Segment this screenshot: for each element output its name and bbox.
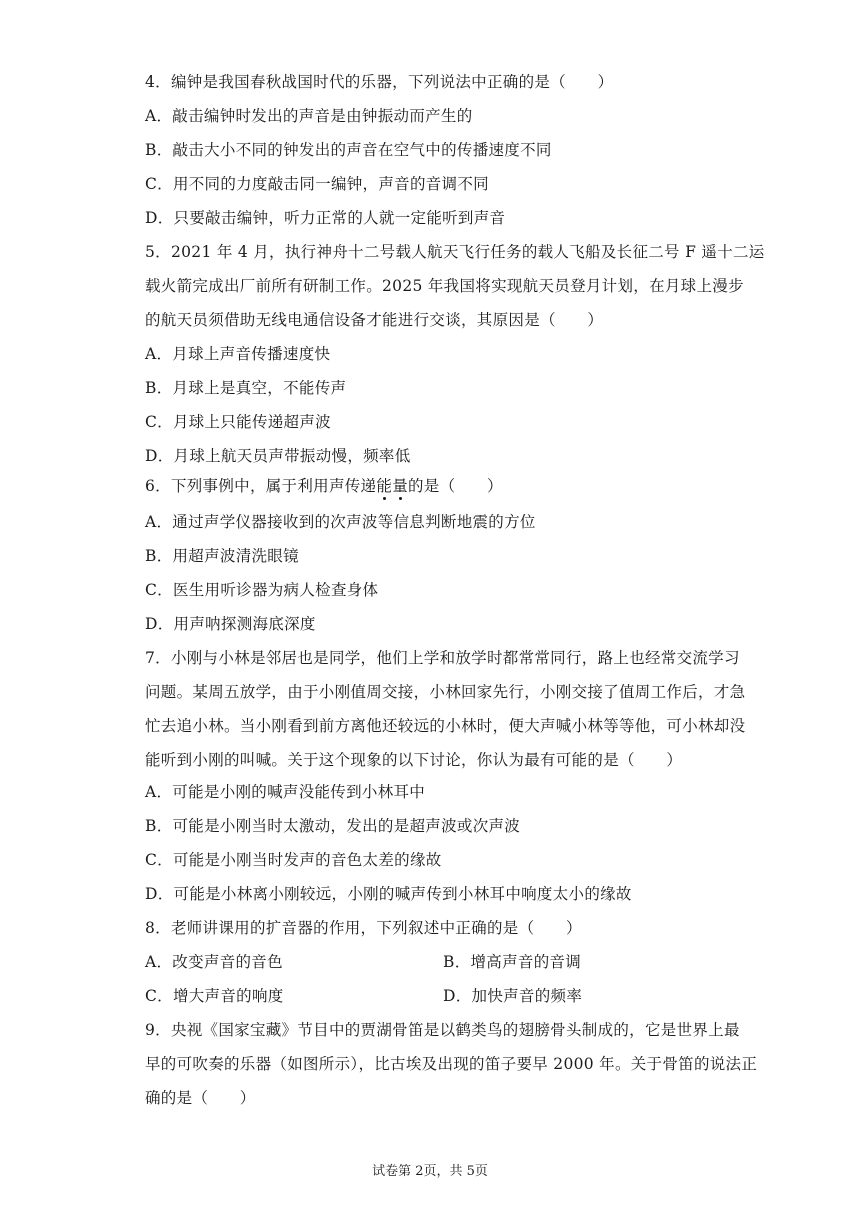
question-4-option-a: A．敲击编钟时发出的声音是由钟振动而产生的 — [145, 107, 473, 125]
emphasis-char-1: 能 — [376, 477, 393, 495]
question-9-stem-line-3: 确的是（ ） — [145, 1089, 256, 1107]
question-6-option-c: C．医生用听诊器为病人检查身体 — [145, 581, 379, 599]
question-8-stem: 8．老师讲课用的扩音器的作用，下列叙述中正确的是（ ） — [145, 919, 582, 937]
question-4-stem: 4．编钟是我国春秋战国时代的乐器，下列说法中正确的是（ ） — [145, 73, 614, 91]
question-7-stem-line-1: 7．小刚与小林是邻居也是同学，他们上学和放学时都常常同行，路上也经常交流学习 — [145, 649, 740, 667]
question-7-option-d: D．可能是小林离小刚较远，小刚的喊声传到小林耳中响度太小的缘故 — [145, 885, 632, 903]
page-footer: 试卷第 2页，共 5页 — [372, 1164, 488, 1179]
question-6-option-a: A．通过声学仪器接收到的次声波等信息判断地震的方位 — [145, 513, 536, 531]
question-7-stem-line-3: 忙去追小林。当小刚看到前方离他还较远的小林时，便大声喊小林等等他，可小林却没 — [145, 717, 746, 735]
question-4-option-d: D．只要敲击编钟，听力正常的人就一定能听到声音 — [145, 209, 506, 227]
question-6-stem-suffix: 的是（ ） — [408, 477, 503, 495]
question-6-stem-prefix: 6．下列事例中，属于利用声传递 — [145, 477, 377, 495]
question-5-stem-line-1: 5．2021 年 4 月，执行神舟十二号载人航天飞行任务的载人飞船及长征二号 F 遥十二运 — [145, 243, 765, 261]
question-5-option-d: D．月球上航天员声带振动慢，频率低 — [145, 447, 411, 465]
question-5-stem-line-3: 的航天员须借助无线电通信设备才能进行交谈，其原因是（ ） — [145, 311, 604, 329]
question-7-option-b: B．可能是小刚当时太激动，发出的是超声波或次声波 — [145, 817, 521, 835]
question-8-option-a: A．改变声音的音色 — [145, 953, 283, 971]
question-7-option-a: A．可能是小刚的喊声没能传到小林耳中 — [145, 783, 426, 801]
question-5-option-c: C．月球上只能传递超声波 — [145, 413, 331, 431]
question-8-option-b: B．增高声音的音调 — [443, 953, 582, 971]
question-4-option-c: C．用不同的力度敲击同一编钟，声音的音调不同 — [145, 175, 489, 193]
emphasis-char-2: 量 — [392, 477, 408, 495]
emphasis-dotted-text — [376, 477, 408, 495]
question-7-stem-line-4: 能听到小刚的叫喊。关于这个现象的以下讨论，你认为最有可能的是（ ） — [145, 751, 683, 769]
question-5-stem-line-2: 载火箭完成出厂前所有研制工作。2025 年我国将实现航天员登月计划，在月球上漫步 — [145, 277, 744, 295]
question-5-option-a: A．月球上声音传播速度快 — [145, 345, 331, 363]
question-6-stem — [145, 476, 725, 496]
question-8-option-d: D．加快声音的频率 — [443, 987, 583, 1005]
question-7-option-c: C．可能是小刚当时发声的音色太差的缘故 — [145, 851, 442, 869]
question-7-stem-line-2: 问题。某周五放学，由于小刚值周交接，小林回家先行，小刚交接了值周工作后，才急 — [145, 683, 746, 701]
question-8-option-c: C．增大声音的响度 — [145, 987, 284, 1005]
question-9-stem-line-2: 早的可吹奏的乐器（如图所示），比古埃及出现的笛子要早 2000 年。关于骨笛的说法正 — [145, 1055, 758, 1073]
question-4-option-b: B．敲击大小不同的钟发出的声音在空气中的传播速度不同 — [145, 141, 552, 159]
question-9-stem-line-1: 9．央视《国家宝藏》节目中的贾湖骨笛是以鹤类鸟的翅膀骨头制成的，它是世界上最 — [145, 1021, 740, 1039]
question-5-option-b: B．月球上是真空，不能传声 — [145, 379, 347, 397]
question-6-option-b: B．用超声波清洗眼镜 — [145, 547, 299, 565]
question-6-option-d: D．用声呐探测海底深度 — [145, 615, 316, 633]
